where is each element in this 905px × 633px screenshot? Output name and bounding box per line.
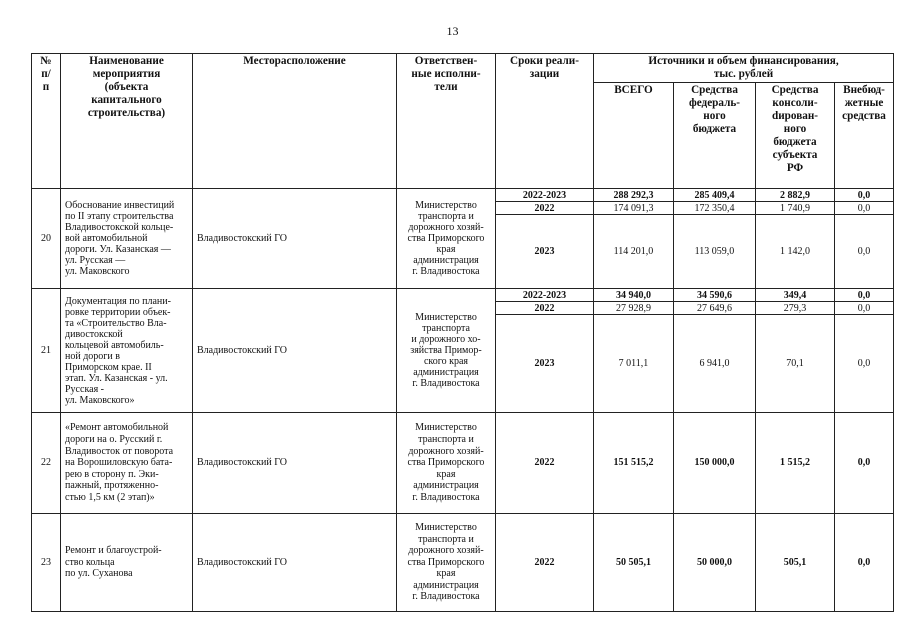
header-financing: Источники и объем финансирования, тыс. рублей bbox=[594, 54, 894, 83]
extra-value: 0,0 bbox=[835, 202, 894, 215]
federal-value: 27 649,6 bbox=[674, 302, 756, 315]
total-value: 34 940,0 bbox=[594, 289, 674, 302]
total-value: 50 505,1 bbox=[594, 514, 674, 612]
total-value: 151 515,2 bbox=[594, 413, 674, 514]
location: Владивостокский ГО bbox=[193, 189, 397, 289]
header-total: ВСЕГО bbox=[594, 83, 674, 189]
extra-value: 0,0 bbox=[835, 413, 894, 514]
executors: Министерство транспорта и дорожного хо- зяйства Примор- ского края администрация г. Владивостока bbox=[397, 289, 496, 413]
federal-value: 50 000,0 bbox=[674, 514, 756, 612]
header-federal: Средства федераль- ного бюджета bbox=[674, 83, 756, 189]
extra-value: 0,0 bbox=[835, 215, 894, 289]
financing-table bbox=[31, 53, 894, 612]
regional-value: 279,3 bbox=[756, 302, 835, 315]
header-location: Месторасположение bbox=[193, 54, 397, 189]
location: Владивостокский ГО bbox=[193, 413, 397, 514]
event-name: «Ремонт автомобильной дороги на о. Русский г. Владивосток от поворота на Ворошиловскую бата- рею в сторону п. Эки- пажный, протяженно- стью 1,5 км (2 этап)» bbox=[61, 413, 193, 514]
period-year: 2022 bbox=[496, 413, 594, 514]
event-name: Документация по плани- ровке территории объек- та «Строительство Вла- дивостокской кольцевой автомобиль- ной дороги в Приморском крае. II этап. Ул. Казанская - ул. Русская - ул. Маковского» bbox=[61, 289, 193, 413]
regional-value: 2 882,9 bbox=[756, 189, 835, 202]
period-year: 2023 bbox=[496, 215, 594, 289]
period-year: 2022 bbox=[496, 514, 594, 612]
extra-value: 0,0 bbox=[835, 302, 894, 315]
period-year: 2022 bbox=[496, 202, 594, 215]
regional-value: 70,1 bbox=[756, 315, 835, 413]
federal-value: 34 590,6 bbox=[674, 289, 756, 302]
header-terms: Сроки реали- зации bbox=[496, 54, 594, 189]
location: Владивостокский ГО bbox=[193, 514, 397, 612]
row-number: 23 bbox=[32, 514, 61, 612]
table-row bbox=[32, 189, 894, 202]
executors: Министерство транспорта и дорожного хозяй- ства Приморского края администрация г. Владивостока bbox=[397, 413, 496, 514]
period-year: 2022 bbox=[496, 302, 594, 315]
regional-value: 505,1 bbox=[756, 514, 835, 612]
total-value: 27 928,9 bbox=[594, 302, 674, 315]
header-num: № п/ п bbox=[32, 54, 61, 189]
period-year: 2022-2023 bbox=[496, 289, 594, 302]
extra-value: 0,0 bbox=[835, 289, 894, 302]
header-regional: Средства консоли- dирован- ного бюджета субъекта РФ bbox=[756, 83, 835, 189]
period-year: 2023 bbox=[496, 315, 594, 413]
regional-value: 1 142,0 bbox=[756, 215, 835, 289]
header-name: Наименование мероприятия (объекта капитального строительства) bbox=[61, 54, 193, 189]
executors: Министерство транспорта и дорожного хозяй- ства Приморского края администрация г. Владивостока bbox=[397, 189, 496, 289]
extra-value: 0,0 bbox=[835, 189, 894, 202]
federal-value: 150 000,0 bbox=[674, 413, 756, 514]
row-number: 22 bbox=[32, 413, 61, 514]
table-row bbox=[32, 289, 894, 302]
regional-value: 349,4 bbox=[756, 289, 835, 302]
total-value: 114 201,0 bbox=[594, 215, 674, 289]
event-name: Ремонт и благоустрой- ство кольца по ул. Суханова bbox=[61, 514, 193, 612]
period-year: 2022-2023 bbox=[496, 189, 594, 202]
executors: Министерство транспорта и дорожного хозяй- ства Приморского края администрация г. Владивостока bbox=[397, 514, 496, 612]
extra-value: 0,0 bbox=[835, 514, 894, 612]
table-row bbox=[32, 514, 894, 612]
row-number: 21 bbox=[32, 289, 61, 413]
location: Владивостокский ГО bbox=[193, 289, 397, 413]
federal-value: 172 350,4 bbox=[674, 202, 756, 215]
regional-value: 1 740,9 bbox=[756, 202, 835, 215]
event-name: Обоснование инвестиций по II этапу строительства Владивостокской кольце- вой автомобильной дороги. Ул. Казанская — ул. Русская — ул. Маковского bbox=[61, 189, 193, 289]
federal-value: 6 941,0 bbox=[674, 315, 756, 413]
federal-value: 113 059,0 bbox=[674, 215, 756, 289]
table-row bbox=[32, 413, 894, 514]
extra-value: 0,0 bbox=[835, 315, 894, 413]
federal-value: 285 409,4 bbox=[674, 189, 756, 202]
header-executors: Ответствен- ные исполни- тели bbox=[397, 54, 496, 189]
regional-value: 1 515,2 bbox=[756, 413, 835, 514]
header-extra: Внебюд- жетные средства bbox=[835, 83, 894, 189]
total-value: 174 091,3 bbox=[594, 202, 674, 215]
total-value: 7 011,1 bbox=[594, 315, 674, 413]
page-number: 13 bbox=[446, 24, 459, 38]
total-value: 288 292,3 bbox=[594, 189, 674, 202]
row-number: 20 bbox=[32, 189, 61, 289]
